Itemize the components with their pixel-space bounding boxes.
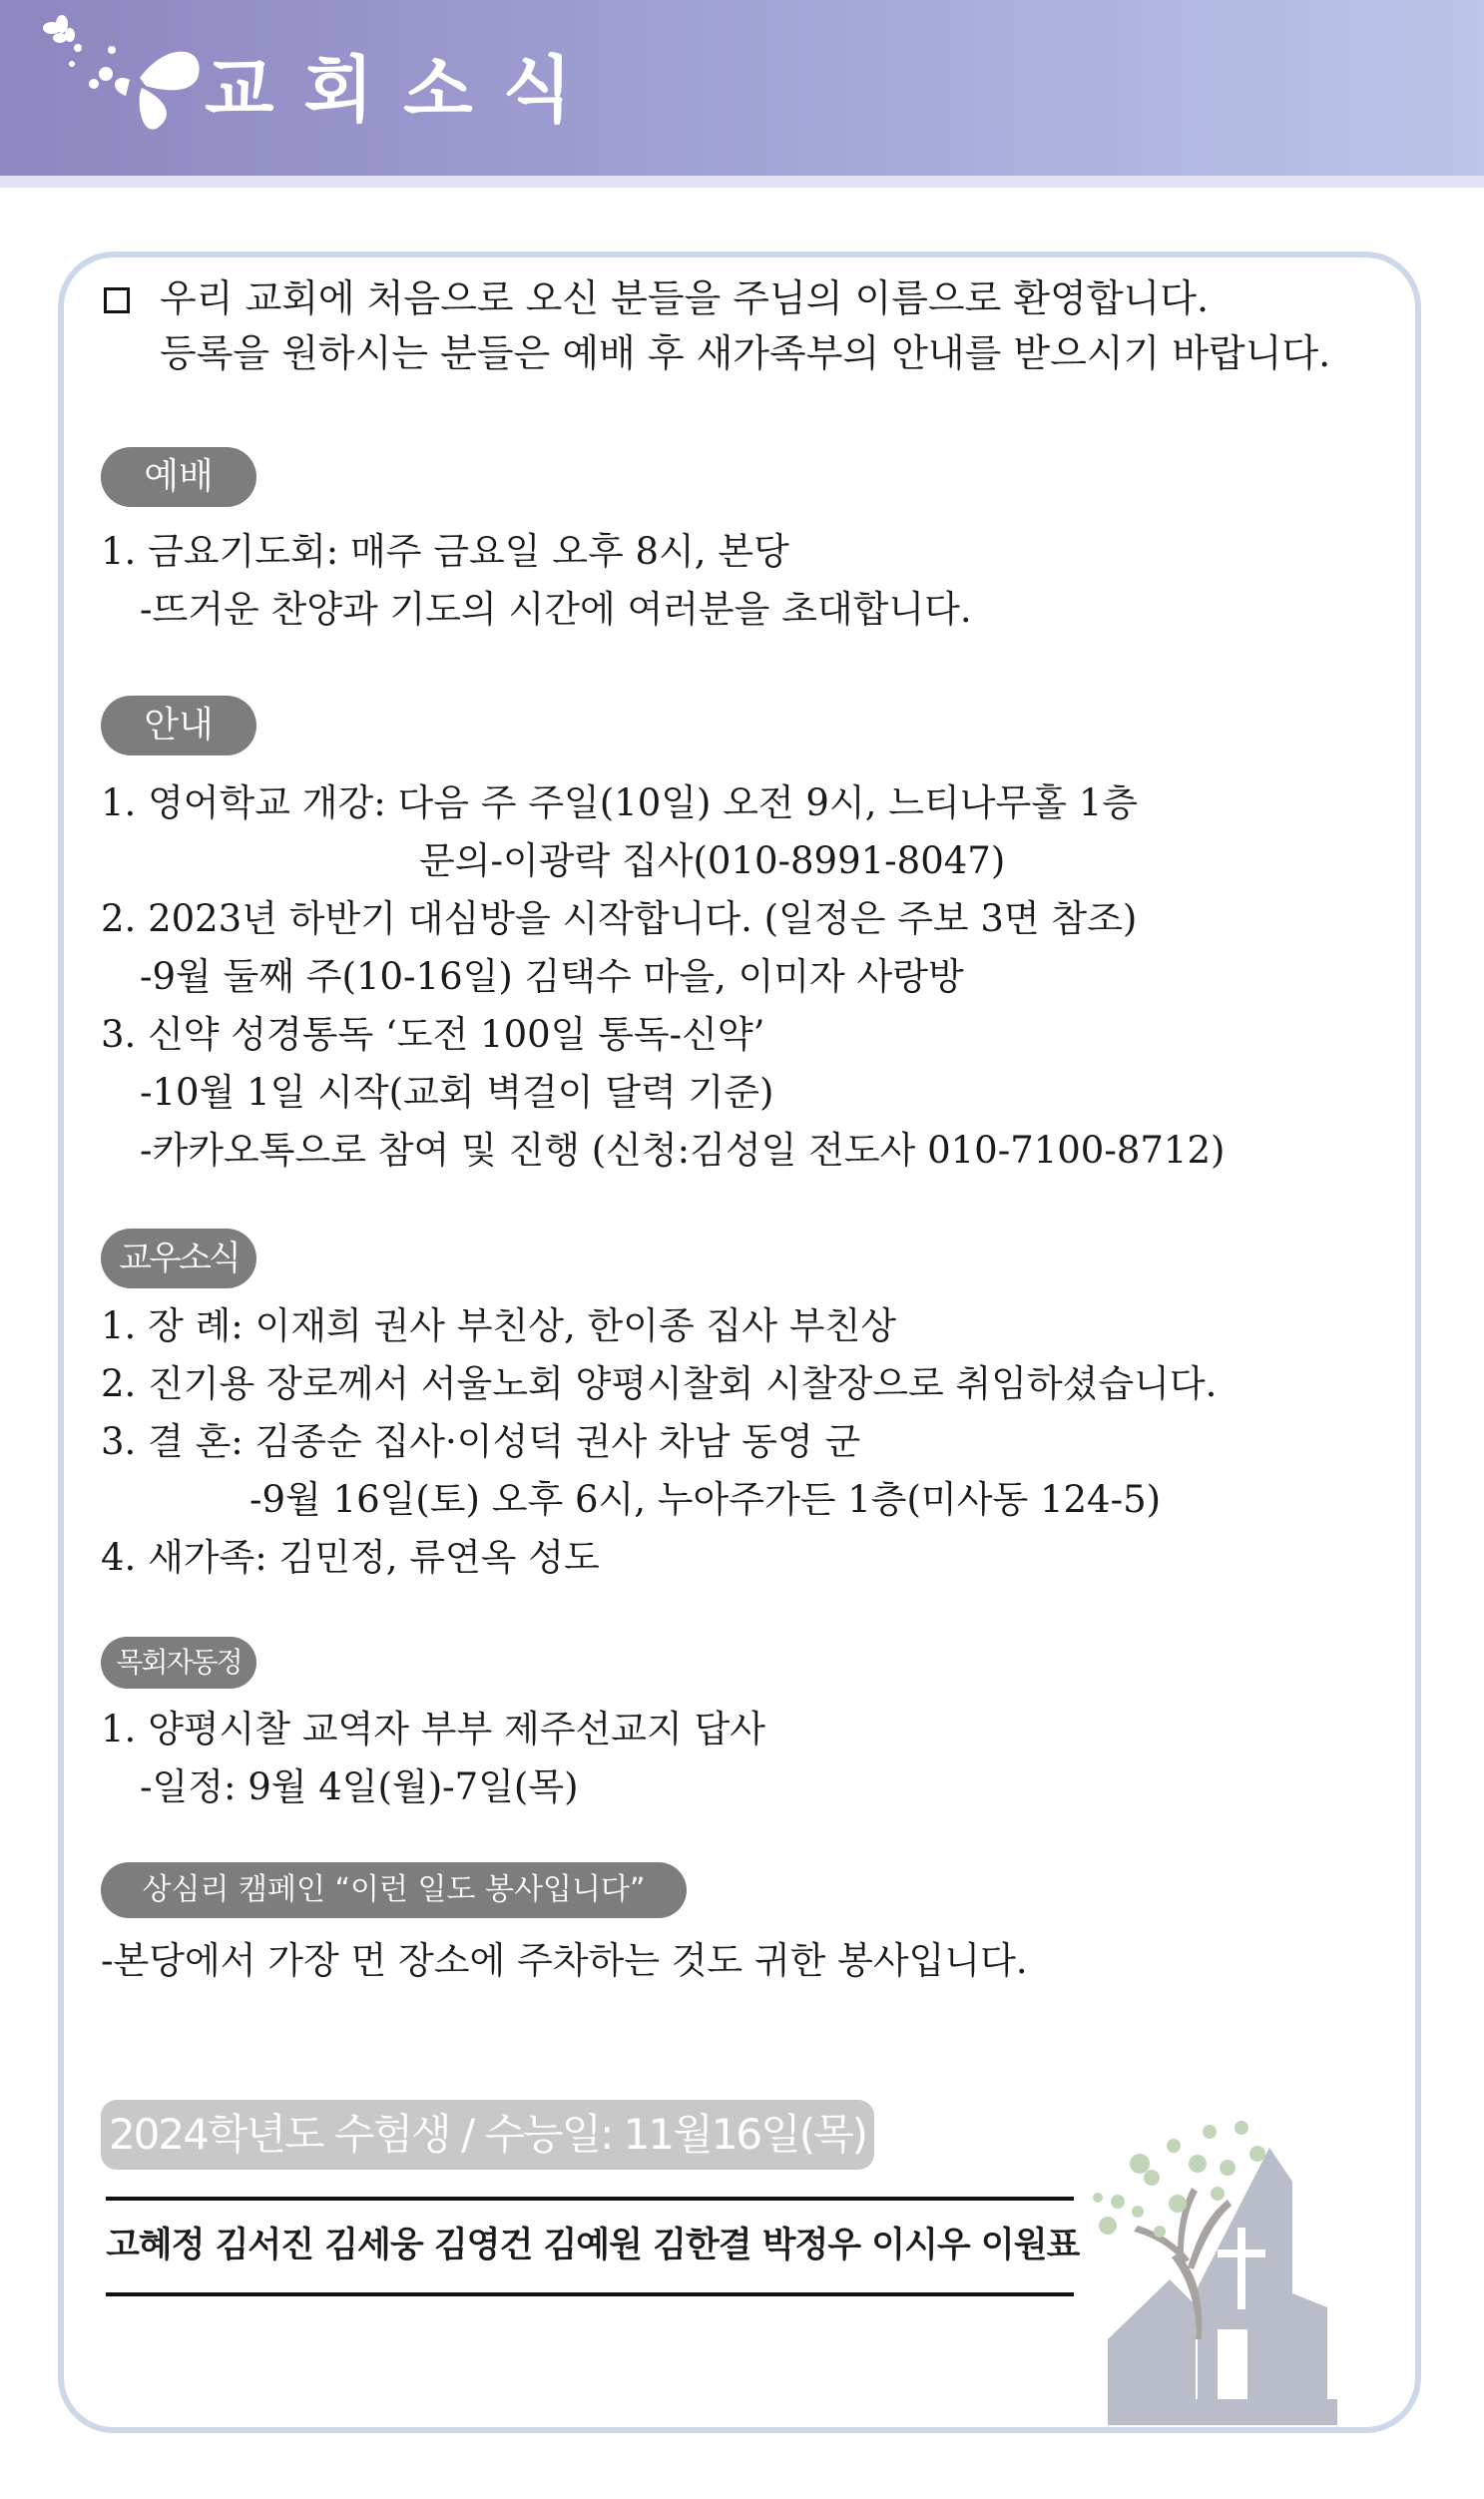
pastor-line: -일정: 9월 4일(월)-7일(목): [140, 1765, 579, 1808]
checkbox-bullet-icon: [104, 287, 130, 313]
members-line: 2. 진기용 장로께서 서울노회 양평시찰회 시찰장으로 취임하셨습니다.: [101, 1362, 1218, 1405]
members-line: 3. 결 혼: 김종순 집사·이성덕 권사 차남 동영 군: [101, 1420, 861, 1463]
members-line: 4. 새가족: 김민정, 류연옥 성도: [101, 1536, 600, 1579]
section-label-members: 교우소식: [101, 1229, 256, 1288]
divider: [106, 2292, 1074, 2296]
section-label-pastor: 목회자동정: [101, 1637, 256, 1689]
worship-line: -뜨거운 찬양과 기도의 시간에 여러분을 초대합니다.: [140, 588, 972, 631]
section-label-worship: 예배: [101, 447, 256, 507]
members-line: -9월 16일(토) 오후 6시, 누아주가든 1층(미사동 124-5): [249, 1478, 1162, 1521]
notice-line: 1. 영어학교 개강: 다음 주 주일(10일) 오전 9시, 느티나무홀 1층: [101, 781, 1138, 824]
header-strip: [0, 176, 1484, 188]
exam-student-names: 고혜정 김서진 김세웅 김영건 김예원 김한결 박정우 이시우 이원표: [106, 2226, 1080, 2265]
worship-line: 1. 금요기도회: 매주 금요일 오후 8시, 본당: [101, 530, 789, 573]
section-label-notice: 안내: [101, 696, 256, 755]
notice-line: -카카오톡으로 참여 및 진행 (신청:김성일 전도사 010-7100-8712): [140, 1129, 1226, 1172]
notice-line: 문의-이광락 집사(010-8991-8047): [419, 839, 1006, 882]
welcome-text-1: 우리 교회에 처음으로 오신 분들을 주님의 이름으로 환영합니다.: [160, 276, 1210, 320]
notice-line: 3. 신약 성경통독 ‘도전 100일 통독-신약’: [101, 1013, 765, 1056]
notice-line: -9월 둘째 주(10-16일) 김택수 마을, 이미자 사랑방: [140, 955, 964, 998]
butterfly-icon: [30, 8, 210, 148]
section-label-campaign: 상심리 캠페인 “이런 일도 봉사입니다”: [101, 1862, 687, 1918]
pastor-line: 1. 양평시찰 교역자 부부 제주선교지 답사: [101, 1708, 765, 1750]
notice-line: 2. 2023년 하반기 대심방을 시작합니다. (일정은 주보 3면 참조): [101, 897, 1138, 940]
notice-line: -10월 1일 시작(교회 벽걸이 달력 기준): [140, 1071, 774, 1114]
campaign-line: -본당에서 가장 먼 장소에 주차하는 것도 귀한 봉사입니다.: [101, 1939, 1028, 1982]
welcome-line-1: [104, 267, 1209, 322]
exam-header: 2024학년도 수험생 / 수능일: 11월16일(목): [101, 2100, 874, 2170]
divider: [106, 2197, 1074, 2201]
church-tree-icon: [1078, 2108, 1397, 2437]
members-line: 1. 장 례: 이재희 권사 부친상, 한이종 집사 부친상: [101, 1304, 896, 1347]
welcome-line-2: 등록을 원하시는 분들은 예배 후 새가족부의 안내를 받으시기 바랍니다.: [160, 331, 1331, 375]
page-title: 교회소식: [205, 48, 603, 132]
